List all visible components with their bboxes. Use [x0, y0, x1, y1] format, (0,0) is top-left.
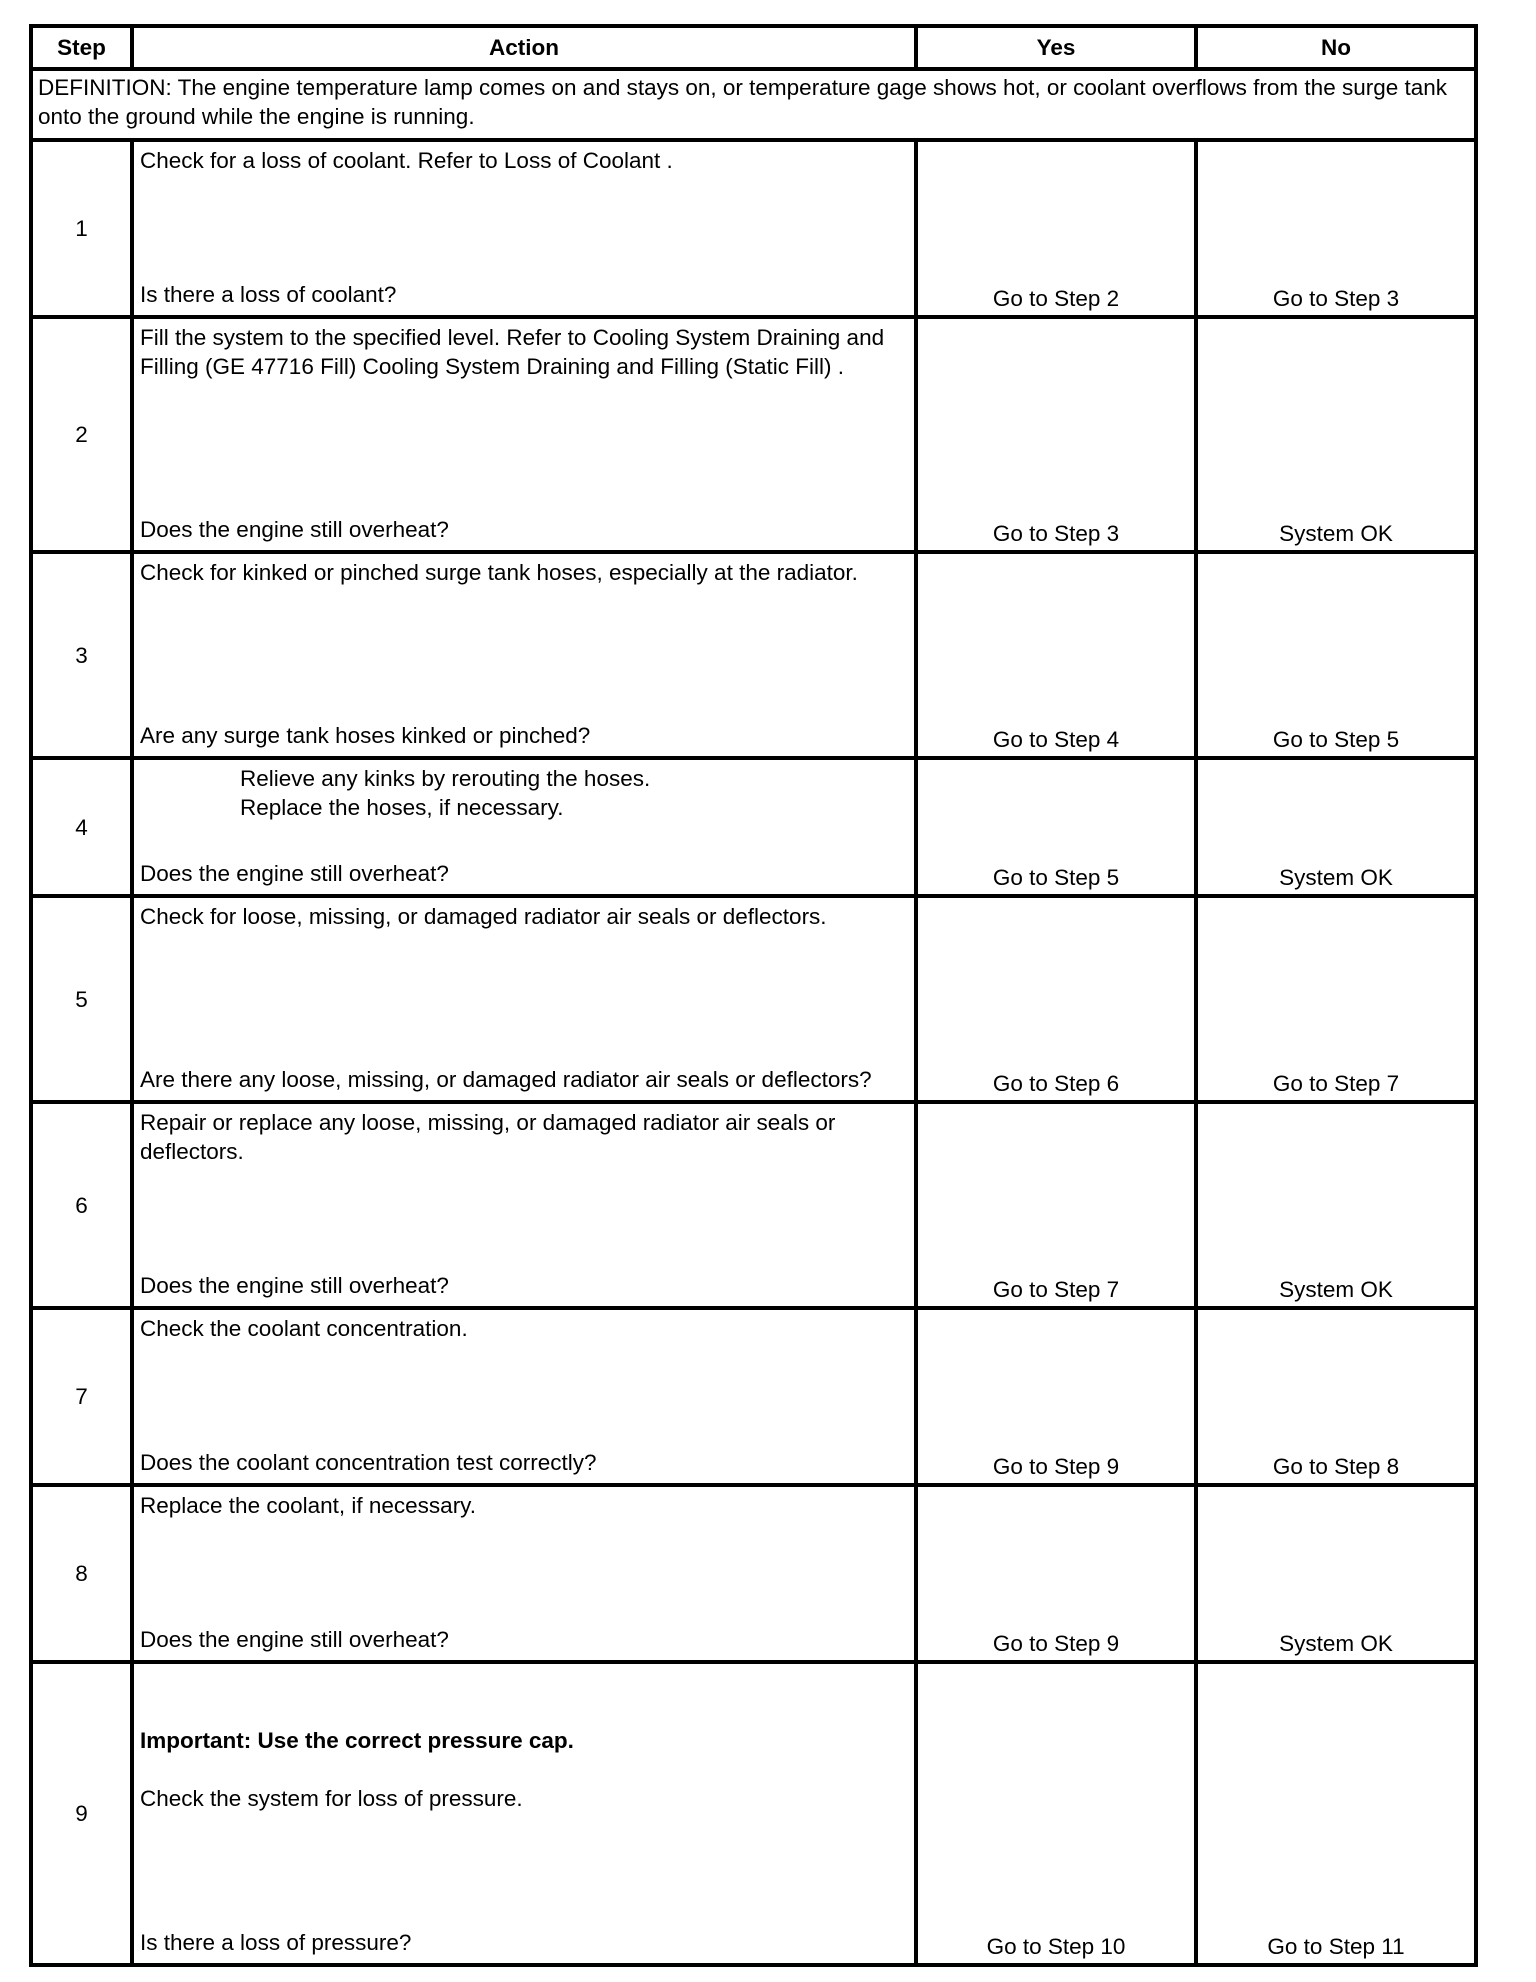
- no-result: Go to Step 11: [1196, 1662, 1476, 1965]
- step-number: 5: [31, 896, 132, 1102]
- header-row: [31, 26, 1476, 69]
- no-result: Go to Step 5: [1196, 552, 1476, 758]
- yes-result: Go to Step 7: [916, 1102, 1196, 1308]
- yes-result: Go to Step 4: [916, 552, 1196, 758]
- no-result: System OK: [1196, 317, 1476, 552]
- question-text: Does the engine still overheat?: [140, 1273, 449, 1298]
- action-cell: [132, 317, 916, 552]
- table-row-step-8: [31, 1485, 1476, 1662]
- step-number: 6: [31, 1102, 132, 1308]
- yes-result: Go to Step 9: [916, 1308, 1196, 1485]
- yes-result: Go to Step 5: [916, 758, 1196, 896]
- yes-result: Go to Step 6: [916, 896, 1196, 1102]
- no-result: Go to Step 3: [1196, 140, 1476, 317]
- step-number: 4: [31, 758, 132, 896]
- question-text: Are any surge tank hoses kinked or pinched?: [140, 723, 591, 748]
- table-row-step-3: [31, 552, 1476, 758]
- action-cell: [132, 896, 916, 1102]
- yes-result: Go to Step 10: [916, 1662, 1196, 1965]
- table-row-step-9: [31, 1662, 1476, 1965]
- yes-result: Go to Step 3: [916, 317, 1196, 552]
- action-cell: [132, 1308, 916, 1485]
- question-text: Does the engine still overheat?: [140, 517, 449, 542]
- question-text: Does the coolant concentration test correctly?: [140, 1450, 597, 1475]
- yes-result: Go to Step 2: [916, 140, 1196, 317]
- table-row-step-5: [31, 896, 1476, 1102]
- diagnostic-table: [29, 24, 1478, 1967]
- step-number: 2: [31, 317, 132, 552]
- no-result: Go to Step 8: [1196, 1308, 1476, 1485]
- step-number: 7: [31, 1308, 132, 1485]
- action-cell: [132, 140, 916, 317]
- table-row-step-6: [31, 1102, 1476, 1308]
- important-note: Important: Use the correct pressure cap.: [140, 1728, 574, 1753]
- table-row-step-2: [31, 317, 1476, 552]
- question-text: Is there a loss of pressure?: [140, 1930, 412, 1955]
- action-text: Check for kinked or pinched surge tank hoses, especially at the radiator.: [140, 560, 858, 585]
- header-step: Step: [31, 26, 132, 69]
- table-row-step-4: [31, 758, 1476, 896]
- header-no: No: [1196, 26, 1476, 69]
- action-cell: [132, 552, 916, 758]
- action-cell: [132, 1485, 916, 1662]
- action-line: Replace the hoses, if necessary.: [240, 795, 564, 820]
- question-text: Is there a loss of coolant?: [140, 282, 397, 307]
- header-action: Action: [132, 26, 916, 69]
- definition-text: DEFINITION: The engine temperature lamp comes on and stays on, or temperature gage shows hot, or coolant overflows from the surge tank onto the ground while the engine is running.: [31, 69, 1476, 140]
- action-line: Relieve any kinks by rerouting the hoses.: [240, 766, 651, 791]
- no-result: System OK: [1196, 758, 1476, 896]
- action-text: Repair or replace any loose, missing, or damaged radiator air seals or deflectors.: [140, 1110, 836, 1164]
- step-number: 1: [31, 140, 132, 317]
- yes-result: Go to Step 9: [916, 1485, 1196, 1662]
- action-cell: [132, 1102, 916, 1308]
- definition-row: [31, 69, 1476, 140]
- action-text: Check the coolant concentration.: [140, 1316, 468, 1341]
- question-text: Does the engine still overheat?: [140, 1627, 449, 1652]
- action-text: Check for loose, missing, or damaged radiator air seals or deflectors.: [140, 904, 827, 929]
- action-text: Replace the coolant, if necessary.: [140, 1493, 477, 1518]
- no-result: System OK: [1196, 1485, 1476, 1662]
- no-result: System OK: [1196, 1102, 1476, 1308]
- no-result: Go to Step 7: [1196, 896, 1476, 1102]
- action-text: Check the system for loss of pressure.: [140, 1786, 523, 1811]
- action-text: Fill the system to the specified level. Refer to Cooling System Draining and Filling (GE 47716 Fill) Cooling System Draining and Filling (Static Fill) .: [140, 325, 885, 379]
- table-row-step-7: [31, 1308, 1476, 1485]
- table-row-step-1: [31, 140, 1476, 317]
- question-text: Are there any loose, missing, or damaged radiator air seals or deflectors?: [140, 1067, 872, 1092]
- step-number: 3: [31, 552, 132, 758]
- step-number: 9: [31, 1662, 132, 1965]
- header-yes: Yes: [916, 26, 1196, 69]
- action-cell: [132, 758, 916, 896]
- step-number: 8: [31, 1485, 132, 1662]
- action-cell: [132, 1662, 916, 1965]
- action-text: Check for a loss of coolant. Refer to Loss of Coolant .: [140, 148, 673, 173]
- question-text: Does the engine still overheat?: [140, 861, 449, 886]
